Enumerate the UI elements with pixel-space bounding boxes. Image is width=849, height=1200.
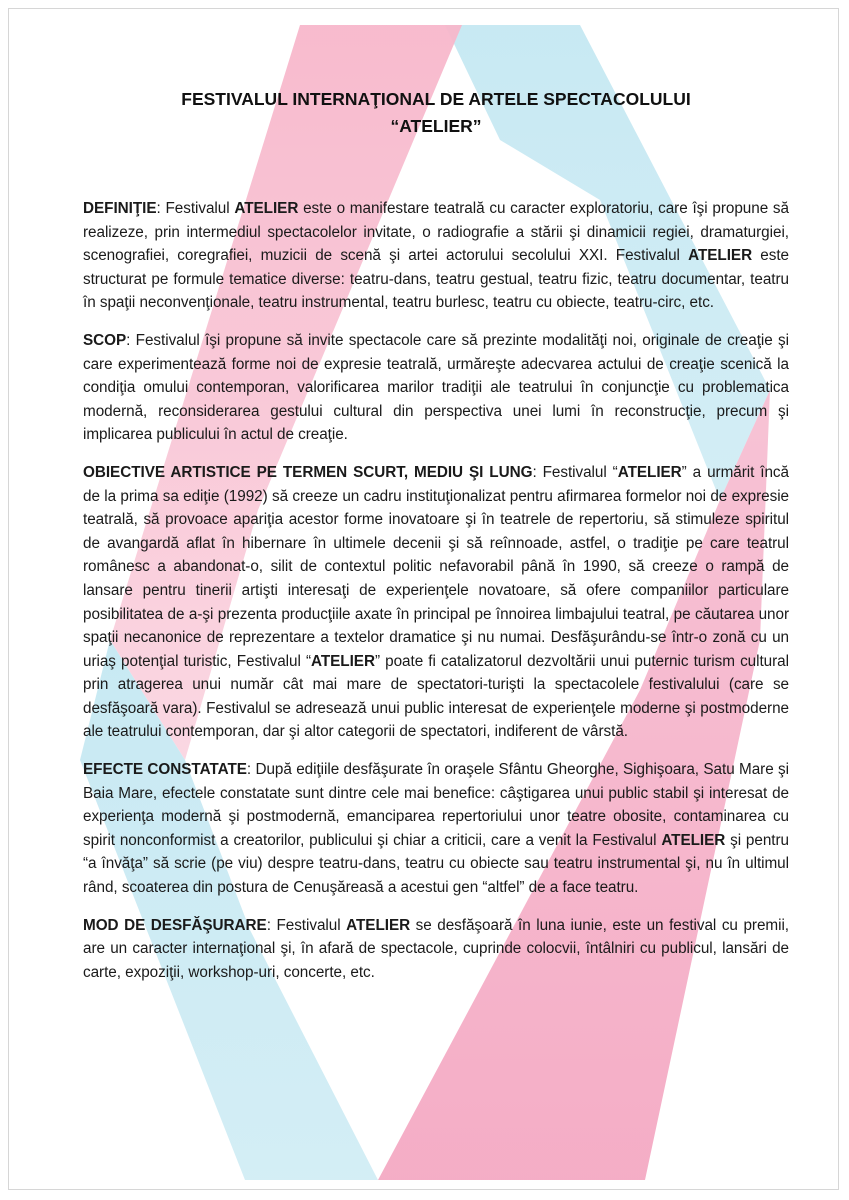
page-title [83, 86, 789, 140]
section-label: EFECTE CONSTATATE [83, 761, 247, 779]
section-label: SCOP [83, 331, 127, 349]
section-scop: SCOP: Festivalul îşi propune să invite spectacole care să prezinte modalităţi noi, originale de creaţie şi care experimentează forme noi de expresie teatrală, urmăreşte adecvarea actului de creaţie scenică la condiţia omului contemporan, valorificarea marilor tradiţii ale teatrului în conjuncţie cu problematica modernă, reconsiderarea gestului cultural din perspectiva unei lumi în reconstrucţie, precum şi implicarea publicului în actul de creaţie. [83, 331, 789, 444]
title-line-1: FESTIVALUL INTERNAŢIONAL DE ARTELE SPECTACOLULUI [181, 89, 691, 109]
section-definitie: DEFINIŢIE: Festivalul ATELIER este o manifestare teatrală cu caracter exploratoriu, care îşi propune să realizeze, prin intermediul spectacolelor invitate, o radiografie a stării şi dinamicii regiei, dramaturgiei, scenografiei, coregrafiei, muzicii de scenă şi artei actorului secolului XXI. Festivalul ATELIER este structurat pe formule tematice diverse: teatru-dans, teatru gestual, teatru fizic, teatru documentar, teatru în spaţii neconvenţionale, teatru instrumental, teatru burlesc, teatru cu obiecte, teatru-circ, etc. [83, 200, 789, 312]
section-efecte: EFECTE CONSTATATE: După ediţiile desfăşurate în oraşele Sfântu Gheorghe, Sighişoara, Satu Mare şi Baia Mare, efectele constatate sunt dintre cele mai benefice: câştigarea unui public stabil şi interesat de experienţa modernă şi postmodernă, emanciparea repertoriului unor teatre obosite, contaminarea cu spirit nonconformist a creatorilor, publicului şi chiar a criticii, care a venit la Festivalul ATELIER şi pentru “a învăţa” să scrie (pe viu) despre teatru-dans, teatru cu obiecte sau teatru instrumental şi, nu în ultimul rând, scoaterea din postura de Cenuşăreasă a acestui gen “altfel” de a face teatru. [83, 761, 790, 897]
sections [83, 197, 789, 984]
title-line-2: “ATELIER” [390, 116, 482, 136]
section-label: MOD DE DESFĂŞURARE [83, 916, 267, 934]
document-body [83, 86, 789, 998]
section-label: DEFINIŢIE [83, 200, 157, 217]
section-mod: MOD DE DESFĂŞURARE: Festivalul ATELIER se desfăşoară în luna iunie, este un festival cu premii, are un caracter internaţional şi, în afară de spectacole, cuprinde colocvii, întâlniri cu publicul, lansări de carte, expoziţii, workshop-uri, concerte, etc. [83, 916, 789, 981]
section-label: OBIECTIVE ARTISTICE PE TERMEN SCURT, MEDIU ŞI LUNG [83, 463, 533, 481]
section-obiective: OBIECTIVE ARTISTICE PE TERMEN SCURT, MEDIU ŞI LUNG: Festivalul “ATELIER” a urmărit încă de la prima sa ediţie (1992) să creeze un cadru instituţionalizat pentru afirmarea formelor noi de expresie teatrală, să provoace apariţia acestor forme inovatoare şi în teatrele de repertoriu, să stimuleze spiritul de avangardă aflat în hibernare în ultimele decenii şi să reînnoade, astfel, o tradiţie pe care teatrul românesc a abandonat-o, silit de contextul politic nefavorabil până în 1990, să creeze o rampă de lansare pentru tinerii artişti interesaţi de experienţele novatoare, să ofere companiilor particulare posibilitatea de a-şi prezenta producţiile axate în principal pe înnoirea limbajului teatral, pe căutarea unor spaţii necanonice de reprezentare a textelor dramatice şi nu numai. Desfăşurându-se într-o zonă cu un uriaş potenţial turistic, Festivalul “ATELIER” poate fi catalizatorul dezvoltării unui puternic turism cultural prin atragerea unui număr cât mai mare de spectatori-turişti la spectacolele festivalului (care se desfăşoară vara). Festivalul se adresează unui public interesat de experienţele moderne şi postmoderne ale teatrului contemporan, dar şi altor categorii de spectatori, indiferent de vârstă. [83, 463, 789, 741]
